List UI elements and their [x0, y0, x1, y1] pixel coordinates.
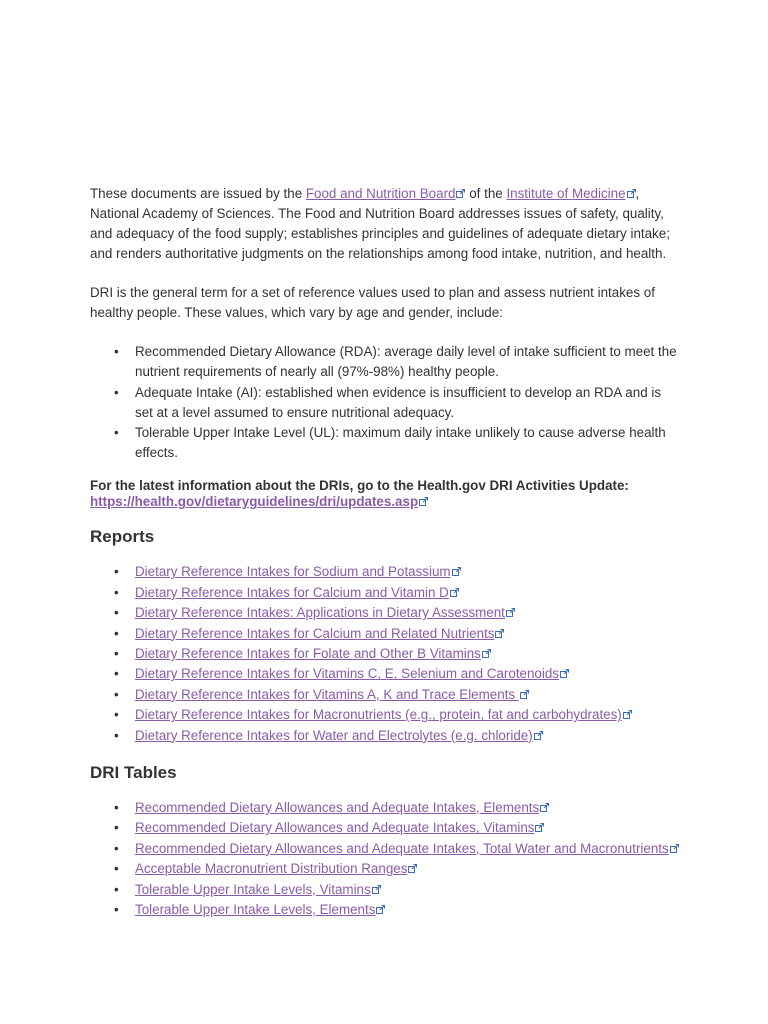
external-link-icon [506, 608, 515, 617]
external-link-icon [376, 905, 385, 914]
intro-text-suffix: , National Academy of Sciences. The Food and Nutrition Board addresses issues of safety, quality, and adequacy of the food supply; establishes principles and guidelines of adequate dietary intake; and renders authoritative judgments on the relationships among food intake, nutrition, and health. [90, 186, 670, 261]
table-link-rda-elements[interactable]: Recommended Dietary Allowances and Adequate Intakes, Elements [135, 800, 540, 816]
dri-tables-heading: DRI Tables [90, 763, 177, 783]
report-link-folate-b-vitamins[interactable]: Dietary Reference Intakes for Folate and Other B Vitamins [135, 646, 481, 661]
list-item [135, 818, 680, 838]
latest-info-notice [90, 478, 680, 510]
external-link-icon [520, 690, 529, 699]
latest-info-text: For the latest information about the DRIs, go to the Health.gov DRI Activities Update: [90, 478, 629, 494]
dri-tables-list [90, 798, 680, 920]
table-link-rda-water-macronutrients[interactable]: Recommended Dietary Allowances and Adequate Intakes, Total Water and Macronutrients [135, 840, 669, 856]
table-link-amdr[interactable]: Acceptable Macronutrient Distribution Ranges [135, 861, 408, 877]
list-item [135, 624, 680, 644]
list-item [135, 859, 680, 879]
list-item [135, 900, 680, 920]
external-link-icon [495, 629, 504, 638]
list-item [135, 798, 680, 818]
list-item [135, 726, 680, 746]
report-link-sodium-potassium[interactable]: Dietary Reference Intakes for Sodium and Potassium [135, 564, 451, 580]
table-link-ul-vitamins[interactable]: Tolerable Upper Intake Levels, Vitamins [135, 881, 371, 897]
main-content [90, 184, 680, 937]
list-item [135, 664, 680, 684]
dri-definitions-list [90, 342, 680, 463]
report-link-calcium-related[interactable]: Dietary Reference Intakes for Calcium and Related Nutrients [135, 625, 495, 641]
table-link-ul-elements[interactable]: Tolerable Upper Intake Levels, Elements [135, 902, 376, 918]
list-item [135, 685, 680, 705]
list-item [135, 603, 680, 623]
external-link-icon [534, 731, 543, 740]
institute-of-medicine-link[interactable]: Institute of Medicine [506, 186, 626, 201]
external-link-icon [452, 567, 461, 576]
list-item [135, 880, 680, 900]
list-item [135, 705, 680, 725]
external-link-icon [560, 669, 569, 678]
external-link-icon [450, 588, 459, 597]
external-link-icon [535, 823, 544, 832]
list-item-ai: • Adequate Intake (AI): established when evidence is insufficient to develop an RDA and is set at a level assumed to ensure nutritional adequacy. [135, 383, 680, 423]
external-link-icon [623, 710, 632, 719]
external-link-icon [482, 649, 491, 658]
intro-text-mid: of the [465, 186, 507, 201]
intro-text-prefix: These documents are issued by the [90, 186, 306, 201]
list-item-rda: • Recommended Dietary Allowance (RDA): average daily level of intake sufficient to meet the nutrient requirements of nearly all (97%-98%) healthy people. [135, 342, 680, 382]
reports-heading: Reports [90, 527, 155, 547]
list-item [135, 839, 680, 859]
report-link-macronutrients[interactable]: Dietary Reference Intakes for Macronutrients (e.g., protein, fat and carbohydrates) [135, 707, 622, 723]
report-link-dietary-assessment[interactable]: Dietary Reference Intakes: Applications in Dietary Assessment [135, 605, 505, 621]
external-link-icon [408, 864, 417, 873]
report-link-water-electrolytes[interactable]: Dietary Reference Intakes for Water and Electrolytes (e.g. chloride) [135, 727, 533, 743]
list-item [135, 644, 680, 664]
external-link-icon [670, 844, 679, 853]
external-link-icon [627, 189, 636, 198]
table-link-rda-vitamins[interactable]: Recommended Dietary Allowances and Adequate Intakes, Vitamins [135, 820, 535, 836]
intro-paragraph [90, 184, 680, 264]
food-nutrition-board-link[interactable]: Food and Nutrition Board [305, 186, 456, 201]
dri-updates-link[interactable]: https://health.gov/dietaryguidelines/dri/updates.asp [90, 494, 419, 510]
external-link-icon [419, 497, 428, 506]
external-link-icon [540, 803, 549, 812]
external-link-icon [372, 885, 381, 894]
reports-list [90, 562, 680, 746]
list-item-ul: • Tolerable Upper Intake Level (UL): maximum daily intake unlikely to cause adverse health effects. [135, 423, 680, 463]
list-item [135, 583, 680, 603]
dri-definition-paragraph: DRI is the general term for a set of reference values used to plan and assess nutrient intakes of healthy people. These values, which vary by age and gender, include: [90, 285, 655, 320]
list-item [135, 562, 680, 582]
report-link-calcium-vitamin-d[interactable]: Dietary Reference Intakes for Calcium and Vitamin D [135, 584, 449, 600]
report-link-vitamins-a-k[interactable]: Dietary Reference Intakes for Vitamins A, K and Trace Elements [135, 686, 519, 702]
report-link-vitamins-c-e-selenium[interactable]: Dietary Reference Intakes for Vitamins C, E, Selenium and Carotenoids [135, 666, 559, 682]
